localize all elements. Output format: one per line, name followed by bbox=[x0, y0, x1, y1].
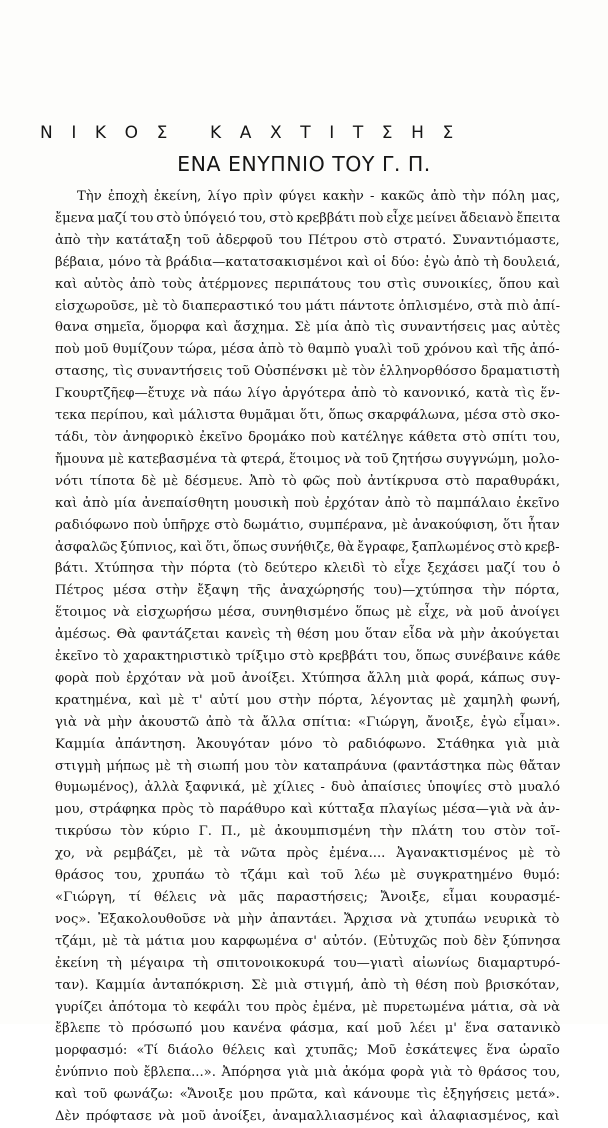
text-line: κρατημένα, καὶ μὲ τ' αὐτί μου στὴν πόρτα, λέγοντας μὲ χαμηλὴ φωνή, bbox=[55, 692, 561, 708]
text-line: καὶ τοῦ φωνάζω: «Ἄνοιξε μου πρῶτα, καὶ κάνουμε τὶς ἐξηγήσεις μετά». bbox=[55, 1087, 560, 1103]
text-line: ἀσφαλῶς ξύπνιος, καὶ ὅτι, ὅπως συνήθιζε, θὰ ἔγραφε, ξαπλωμένος στὸ κρεβ- bbox=[55, 539, 560, 555]
text-line: ταν). Καμμία ἀνταπόκριση. Σὲ μιὰ στιγμή, ἀπὸ τὴ θέση ποὺ βρισκόταν, bbox=[55, 977, 560, 993]
text-line: ἐκεῖνο τὸ χαρακτηριστικὸ τρίξιμο στὸ κρεββάτι του, ὅπως συνέβαινε κάθε bbox=[55, 649, 561, 665]
author-name: ΝΙΚΟΣ ΚΑΧΤΙΤΣΗΣ bbox=[40, 123, 472, 143]
text-line: «Γιώργη, τί θέλεις νὰ μᾶς παραστήσεις; Ἄνοιξε, εἶμαι κουρασμέ- bbox=[55, 890, 560, 905]
text-line: Δὲν πρόφτασε νὰ μοῦ ἀνοίξει, ἀναμαλλιασμένος καὶ ἀλαφιασμένος, καὶ bbox=[55, 1109, 560, 1125]
text-line: εἰσχωροῦσε, μὲ τὸ διαπεραστικό του μάτι πάντοτε ὁπλισμένο, στὰ πιὸ ἀπί- bbox=[55, 298, 561, 314]
text-line: βέβαια, μόνο τὰ βράδια—κατατσακισμένοι καὶ οἱ δύο: ἐγὼ ἀπὸ τὴ δουλειά, bbox=[55, 254, 561, 270]
text-line: ἐκείνη τὴ μέγαιρα τὴ σπιτονοικοκυρά του—γιατὶ αἰωνίως διαμαρτυρό- bbox=[55, 955, 561, 971]
text-line: ἔμενα μαζί του στὸ ὑπόγειό του, στὸ κρεββάτι ποὺ εἶχε μείνει ἄδειανὸ ἔπειτα bbox=[55, 210, 561, 226]
text-line: θανα σημεῖα, ὅμορφα καὶ ἄσχημα. Σὲ μία ἀπὸ τὶς συναντήσεις μας αὐτὲς bbox=[55, 320, 561, 336]
text-line: μορφασμό: «Τί διάολο θέλεις καὶ χτυπᾶς; Μοῦ ἐσκάτεψες ἕνα ὡραῖο bbox=[55, 1043, 560, 1059]
text-line: ἤμουνα μὲ κατεβασμένα τὰ φτερά, ἕτοιμος νὰ τοῦ ζητήσω συγγνώμη, μολο- bbox=[55, 451, 560, 467]
text-line: ἐνύπνιο ποὺ ἔβλεπα...». Ἀπόρησα γιὰ μιὰ ἀκόμα φορὰ γιὰ τὸ θράσος του, bbox=[55, 1065, 561, 1081]
text-line: Τὴν ἐποχὴ ἐκείνη, λίγο πρὶν φύγει κακὴν - κακῶς ἀπὸ τὴν πόλη μας, bbox=[77, 189, 561, 204]
text-line: νος». Ἐξακολουθοῦσε νὰ μὴν ἀπαντάει. Ἄρχισα νὰ χτυπάω νευρικὰ τὸ bbox=[55, 911, 560, 927]
text-line: στασης, τὶς συναντήσεις τοῦ Οὐσπένσκι μὲ τὸν ἑλληνορθόσσο δραματιστὴ bbox=[55, 364, 560, 380]
text-line: καὶ ἀπὸ μία ἀνεπαίσθητη μουσικὴ ποὺ ἐρχόταν ἀπὸ τὸ παμπάλαιο ἐκεῖνο bbox=[55, 495, 560, 511]
text-line: τζάμι, μὲ τὰ μάτια μου καρφωμένα σ' αὐτόν. (Εὐτυχῶς ποὺ δὲν ξύπνησα bbox=[55, 933, 561, 949]
text-line: ραδιόφωνο ποὺ ὑπῆρχε στὸ δωμάτιο, συμπέρανα, μὲ ἀνακούφιση, ὅτι ἦταν bbox=[55, 517, 560, 533]
text-line: ἀμέσως. Θὰ φαντάζεται κανεὶς τὴ θέση μου ὅταν εἶδα νὰ μὴν ἀκούγεται bbox=[55, 627, 560, 643]
text-line: Γκουρτζῆεφ—ἔτυχε νὰ πάω λίγο ἀργότερα ἀπὸ τὸ κανονικό, κατὰ τὶς ἕν- bbox=[55, 386, 560, 402]
text-line: ποὺ μοῦ θυμίζουν τώρα, μέσα ἀπὸ τὸ θαμπὸ γυαλὶ τοῦ χρόνου καὶ τῆς ἀπό- bbox=[55, 342, 560, 358]
text-line: καὶ αὐτὸς ἀπὸ τοὺς ἀτέρμονες περιπάτους του στὶς συνοικίες, ὅπου καὶ bbox=[55, 276, 561, 292]
story-body bbox=[55, 186, 560, 1128]
text-line: τικρύσω τὸν κύριο Γ. Π., μὲ ἀκουμπισμένη τὴν πλάτη του στὸν τοῖ- bbox=[55, 824, 561, 840]
text-line: στιγμὴ μήπως μὲ τὴ σιωπή μου τὸν καταπράυνα (φαντάστηκα πὼς θἄταν bbox=[55, 758, 561, 774]
text-line: θυμωμένος), ἀλλὰ ξαφνικά, μὲ χίλιες - δυὸ ἀπαίσιες ὑποψίες στὸ μυαλό bbox=[55, 780, 561, 796]
text-line: ἕτοιμος νὰ εἰσχωρήσω μέσα, συνηθισμένο ὅπως μὲ εἶχε, νὰ μοῦ ἀνοίγει bbox=[55, 605, 561, 621]
text-line: ἔβλεπε τὸ πρόσωπό μου κανένα φάσμα, καί μοῦ λέει μ' ἕνα σατανικὸ bbox=[55, 1021, 561, 1037]
text-line: φορὰ ποὺ ἐρχόταν νὰ μοῦ ἀνοίξει. Χτύπησα ἄλλη μιὰ φορά, κάπως συγ- bbox=[55, 670, 561, 686]
text-line: Καμμία ἀπάντηση. Ἀκουγόταν μόνο τὸ ραδιόφωνο. Στάθηκα γιὰ μιὰ bbox=[55, 736, 560, 752]
text-line: ἀπὸ τὴν κατάταξη τοῦ ἀδερφοῦ του Πέτρου στὸ στρατό. Συναντιόμαστε, bbox=[55, 232, 560, 248]
text-line: θράσος του, χρυπάω τὸ τζάμι καὶ τοῦ λέω μὲ συγκρατημένο θυμό: bbox=[55, 868, 561, 884]
text-line: γυρίζει ἀπότομα τὸ κεφάλι του πρὸς ἐμένα, μὲ πυρετωμένα μάτια, σὰ νὰ bbox=[55, 999, 561, 1015]
text-line: τεκα περίπου, καὶ μάλιστα θυμᾶμαι ὅτι, ὅπως σκαρφάλωνα, μέσα στὸ σκο- bbox=[55, 408, 560, 424]
text-line: νότι τίποτα δὲ μὲ δέσμευε. Ἀπὸ τὸ φῶς ποὺ ἀντίκρυσα στὸ παραθυράκι, bbox=[55, 473, 561, 489]
text-line: μου, στράφηκα πρὸς τὸ παράθυρο καὶ κύτταξα πλαγίως μέσα—γιὰ νὰ ἀν- bbox=[55, 802, 560, 818]
text-line: τάδι, τὸν ἀνηφορικὸ ἐκεῖνο δρομάκο ποὺ κατέληγε κάθετα στὸ σπίτι του, bbox=[55, 429, 561, 445]
text-line: βάτι. Χτύπησα τὴν πόρτα (τὸ δεύτερο κλειδὶ τὸ εἶχε ξεχάσει μαζί του ὁ bbox=[55, 561, 561, 577]
text-line: χο, νὰ ρεμβάζει, μὲ τὰ νῶτα πρὸς ἐμένα.... Ἀγανακτισμένος μὲ τὸ bbox=[55, 846, 561, 862]
story-title: ΕΝΑ ΕΝΥΠΝΙΟ ΤΟΥ Γ. Π. bbox=[177, 152, 431, 176]
text-line: Πέτρος μέσα στὴν ἔξαψη τῆς ἀναχώρησής του)—χτύπησα τὴν πόρτα, bbox=[55, 583, 560, 599]
text-line: γιὰ νὰ μὴν ἀκουστῶ ἀπὸ τὰ ἄλλα σπίτια: «Γιώργη, ἄνοιξε, ἐγὼ εἶμαι». bbox=[55, 714, 561, 730]
